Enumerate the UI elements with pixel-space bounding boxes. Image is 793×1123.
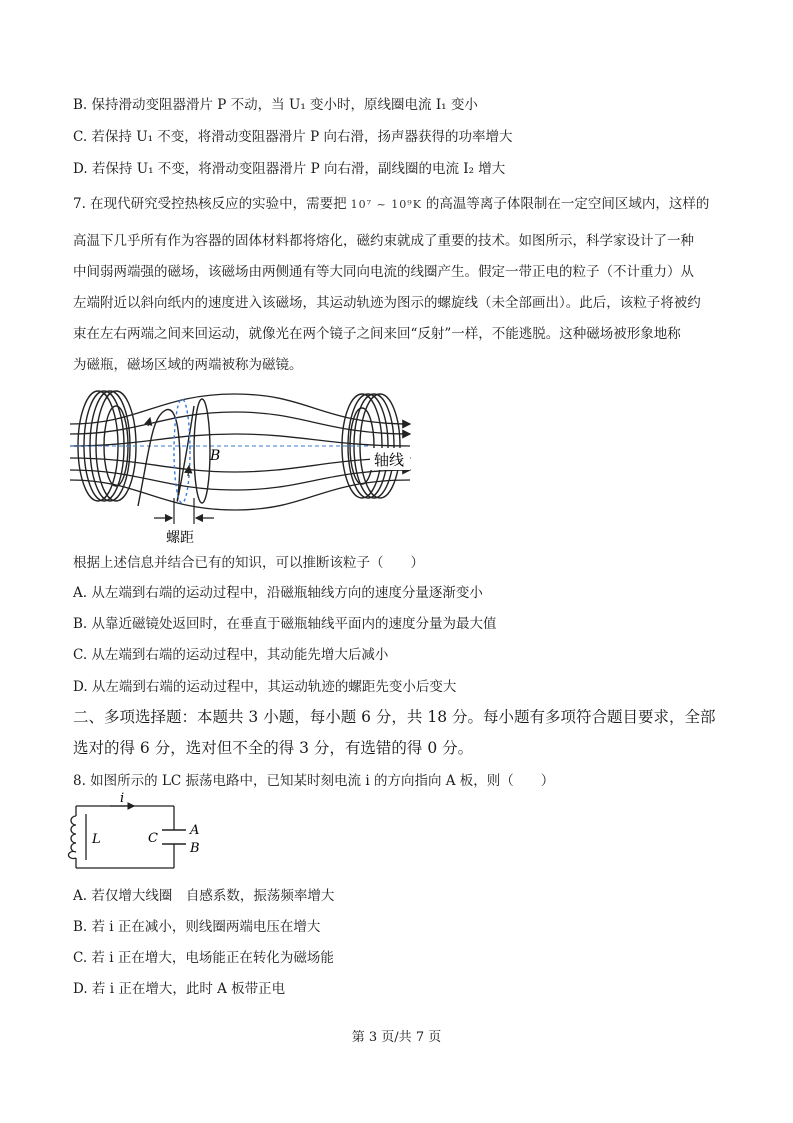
q7-line-2: 高温下几乎所有作为容器的固体材料都将熔化，磁约束就成了重要的技术。如图所示，科学家设计了一种 (73, 233, 694, 249)
q7-line-3: 中间弱两端强的磁场，该磁场由两侧通有等大同向电流的线圈产生。假定一带正电的粒子（不计重力）从 (73, 264, 694, 280)
q7-line-1 (73, 194, 709, 215)
q8-option-c: C. 若 i 正在增大，电场能正在转化为磁场能 (73, 950, 334, 966)
q6-option-d: D. 若保持 U₁ 不变，将滑动变阻器滑片 P 向右滑，副线圈的电流 I₂ 增大 (73, 161, 506, 177)
q7-option-c: C. 从左端到右端的运动过程中，其动能先增大后减小 (73, 647, 389, 663)
section-2-heading-line-1: 二、多项选择题：本题共 3 小题，每小题 6 分，共 18 分。每小题有多项符合题目要求，全部 (73, 708, 716, 726)
q7-option-a: A. 从左端到右端的运动过程中，沿磁瓶轴线方向的速度分量逐渐变小 (73, 585, 483, 601)
pitch-label: 螺距 (166, 530, 194, 546)
helix-trajectory (138, 399, 210, 506)
temperature-range: 10⁷ ~ 10⁹K (350, 197, 422, 211)
plate-b-label: B (190, 841, 200, 856)
inductor-label: L (92, 832, 101, 847)
q8-stem: 8. 如图所示的 LC 振荡电路中，已知某时刻电流 i 的方向指向 A 板，则（ ） (73, 773, 555, 789)
q8-option-b: B. 若 i 正在减小，则线圈两端电压在增大 (73, 919, 321, 935)
q7-option-d: D. 从左端到右端的运动过程中，其运动轨迹的螺距先变小后变大 (73, 679, 457, 695)
capacitor-label: C (148, 831, 158, 846)
lc-circuit-figure (66, 791, 216, 875)
magnetic-bottle-figure (70, 386, 415, 546)
page-footer: 第 3 页/共 7 页 (351, 1030, 442, 1045)
q7-line-6: 为磁瓶，磁场区域的两端被称为磁镜。 (73, 357, 303, 373)
q6-option-b: B. 保持滑动变阻器滑片 P 不动，当 U₁ 变小时，原线圈电流 I₁ 变小 (73, 97, 478, 113)
field-label-b: B (210, 448, 221, 464)
section-2-heading-line-2: 选对的得 6 分，选对但不全的得 3 分，有选错的得 0 分。 (73, 739, 474, 757)
axis-label: 轴线 (374, 451, 405, 469)
q6-option-c: C. 若保持 U₁ 不变，将滑动变阻器滑片 P 向右滑，扬声器获得的功率增大 (73, 129, 513, 145)
q7-stem: 根据上述信息并结合已有的知识，可以推断该粒子（ ） (73, 555, 424, 571)
q7-option-b: B. 从靠近磁镜处返回时，在垂直于磁瓶轴线平面内的速度分量为最大值 (73, 616, 497, 632)
q8-option-a: A. 若仅增大线圈 自感系数，振荡频率增大 (73, 888, 335, 904)
q8-option-d: D. 若 i 正在增大，此时 A 板带正电 (73, 981, 286, 997)
q7-line-1-pre: 7. 在现代研究受控热核反应的实验中，需要把 (73, 196, 347, 212)
q7-line-5: 束在左右两端之间来回运动，就像光在两个镜子之间来回“反射”一样，不能逃脱。这种磁场被形象地称 (73, 326, 681, 342)
pitch-markers (154, 498, 214, 524)
plate-a-label: A (190, 823, 200, 838)
current-label: i (120, 791, 125, 806)
q7-line-1-post: 的高温等离子体限制在一定空间区域内，这样的 (425, 196, 710, 212)
inductor-coil (68, 816, 76, 859)
q7-line-4: 左端附近以斜向纸内的速度进入该磁场，其运动轨迹为图示的螺旋线（未全部画出）。此后，该粒子将被约 (73, 295, 701, 311)
